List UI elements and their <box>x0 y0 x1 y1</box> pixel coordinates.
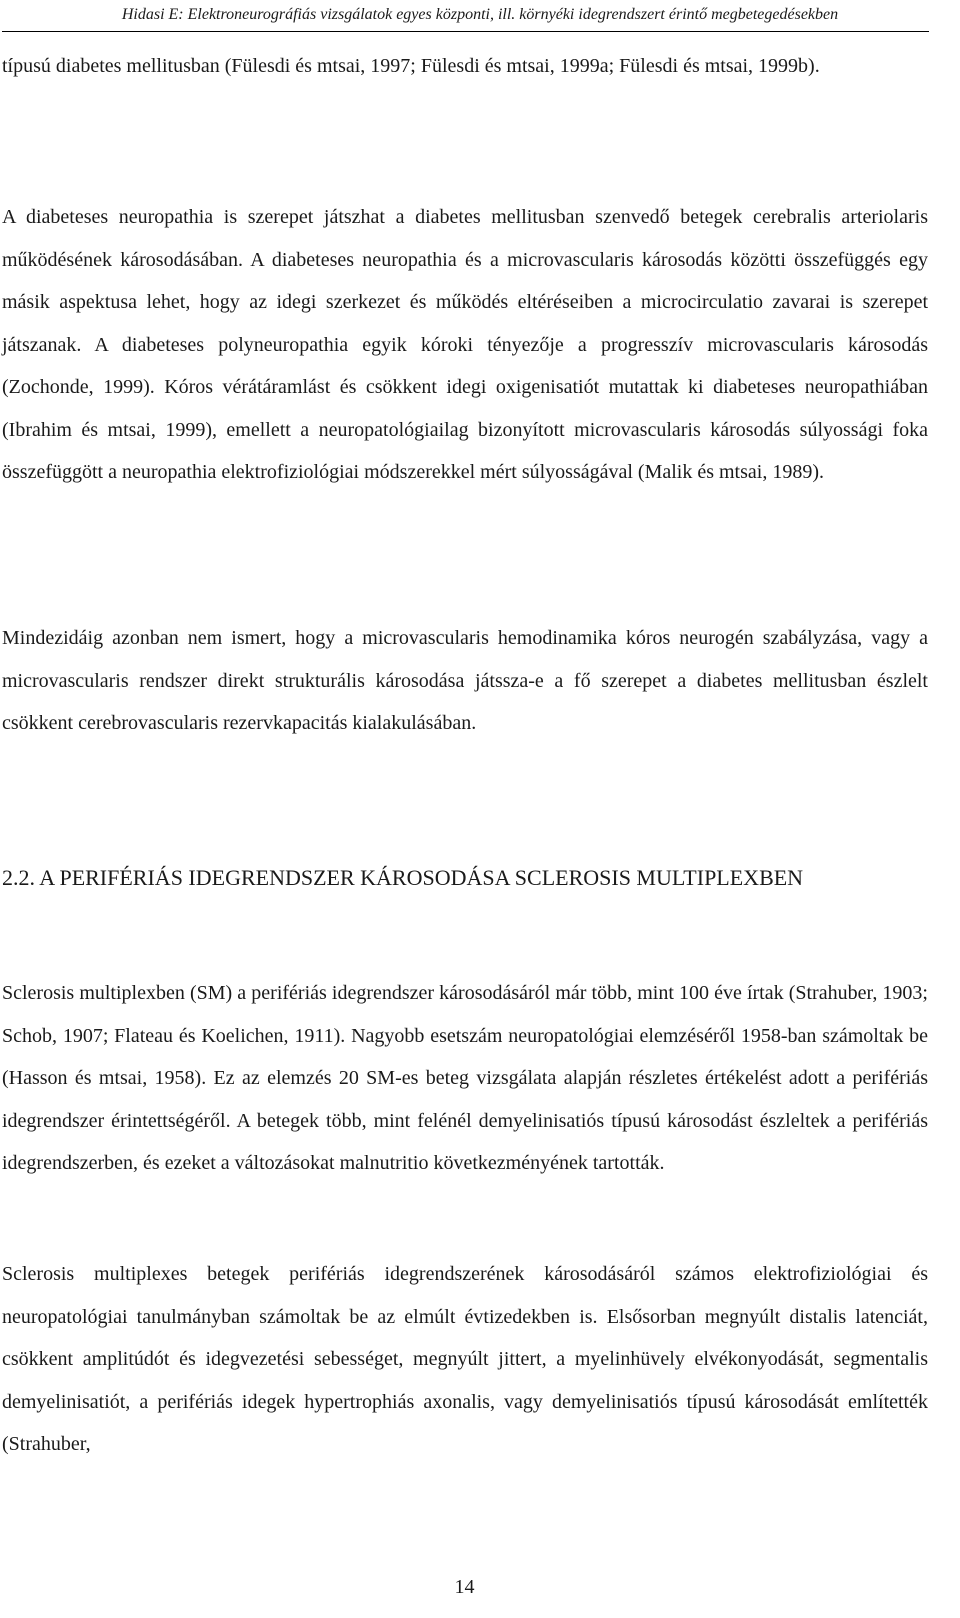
paragraph-diabetic-neuropathy: A diabeteses neuropathia is szerepet játszhat a diabetes mellitusban szenvedő betegek cerebralis arteriolaris működésének károsodásában. A diabeteses neuropathia és a microvascularis károsodás közötti összefüggés egy másik aspektusa lehet, hogy az idegi szerkezet és működés eltéréseiben a microcirculatio zavarai is szerepet játszanak. A diabeteses polyneuropathia egyik kóroki tényezője a progresszív microvascularis károsodás (Zochonde, 1999). Kóros vérátáramlást és csökkent idegi oxigenisatiót mutattak ki diabeteses neuropathiában (Ibrahim és mtsai, 1999), emellett a neuropatológiailag bizonyított microvascularis károsodás súlyossági foka összefüggött a neuropathia elektrofiziológiai módszerekkel mért súlyosságával (Malik és mtsai, 1989). <box>2 206 928 483</box>
page-number: 14 <box>454 1576 475 1598</box>
paragraph-continuation: típusú diabetes mellitusban (Fülesdi és mtsai, 1997; Fülesdi és mtsai, 1999a; Fülesdi és mtsai, 1999b). <box>2 55 820 77</box>
paragraph-sclerosis-history: Sclerosis multiplexben (SM) a perifériás idegrendszer károsodásáról már több, mint 100 éve írtak (Strahuber, 1903; Schob, 1907; Flateau és Koelichen, 1911). Nagyobb esetszám neuropatológiai elemzéséről 1958-ban számoltak be (Hasson és mtsai, 1958). Ez az elemzés 20 SM-es beteg vizsgálata alapján részletes értékelést adott a perifériás idegrendszer érintettségéről. A betegek több, mint felénél demyelinisatiós típusú károsodást észleltek a perifériás idegrendszerben, és ezeket a változásokat malnutritio következményének tartották. <box>2 982 928 1174</box>
header-divider <box>2 31 929 32</box>
paragraph-hemodynamics: Mindezidáig azonban nem ismert, hogy a microvascularis hemodinamika kóros neurogén szabályzása, vagy a microvascularis rendszer direkt strukturális károsodása játssza-e a fő szerepet a diabetes mellitusban észlelt csökkent cerebrovascularis rezervkapacitás kialakulásában. <box>2 627 928 734</box>
running-header: Hidasi E: Elektroneurográfiás vizsgálatok egyes központi, ill. környéki idegrendszert érintő megbetegedésekben <box>121 6 839 23</box>
section-heading: 2.2. A PERIFÉRIÁS IDEGRENDSZER KÁROSODÁSA SCLEROSIS MULTIPLEXBEN <box>2 865 804 890</box>
paragraph-sclerosis-electrophysiology: Sclerosis multiplexes betegek perifériás idegrendszerének károsodásáról számos elektrofiziológiai és neuropatológiai tanulmányban számoltak be az elmúlt évtizedekben is. Elsősorban megnyúlt distalis latenciát, csökkent amplitúdót és idegvezetési sebességet, megnyúlt jittert, a myelinhüvely elvékonyodását, segmentalis demyelinisatiót, a perifériás idegek hypertrophiás axonalis, vagy demyelinisatiós típusú károsodását említették (Strahuber, <box>2 1263 928 1455</box>
